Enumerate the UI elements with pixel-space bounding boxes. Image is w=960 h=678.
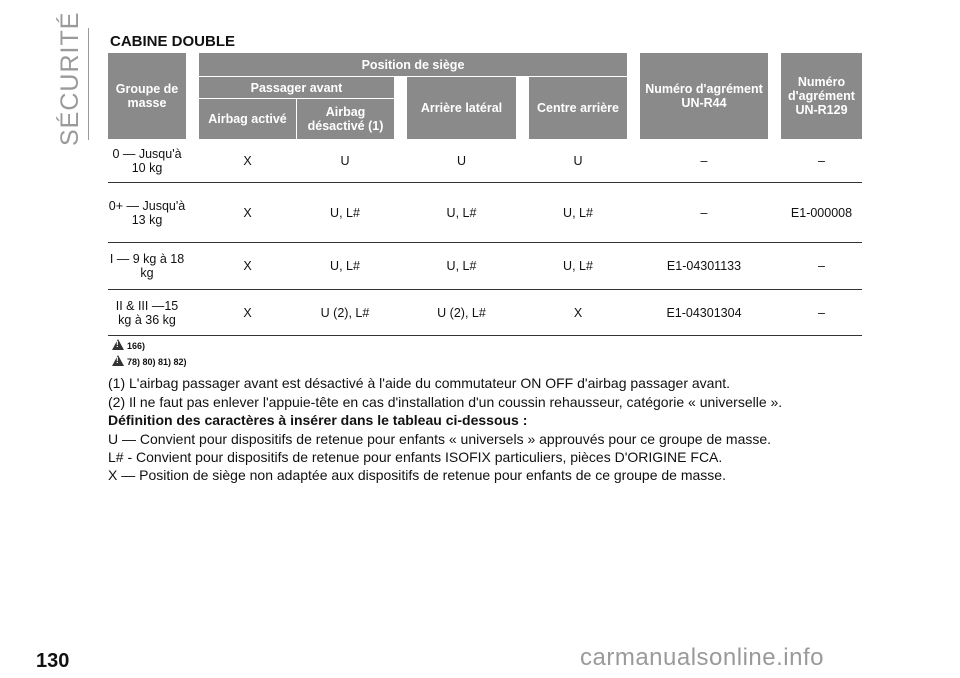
cell-r129: – [781,243,862,290]
note-2: (2) Il ne faut pas enlever l'appuie-tête en cas d'installation d'un coussin rehausseur, catégorie « universelle ». [108,394,783,410]
note-icon [112,355,124,366]
notes-reference [112,355,187,367]
cell-airbag-off: U [296,139,394,183]
warning-ref-text: 166) [127,341,146,351]
definition-u: U — Convient pour dispositifs de retenue pour enfants « universels » approuvés pour ce groupe de masse. [108,431,772,447]
header-approval-r44: Numéro d'agrément UN-R44 [640,53,768,139]
cell-r44: E1-04301133 [640,243,768,290]
cell-airbag-on: X [199,183,296,243]
cell-group: I — 9 kg à 18 kg [108,243,186,290]
side-divider [88,28,89,140]
cell-airbag-off: U (2), L# [296,290,394,336]
cell-airbag-on: X [199,139,296,183]
cell-r129: – [781,290,862,336]
cell-rear-center: X [529,290,627,336]
watermark: carmanualsonline.info [580,644,824,671]
cell-rear-center: U, L# [529,183,627,243]
cell-rear-center: U, L# [529,243,627,290]
definitions-title: Définition des caractères à insérer dans le tableau ci-dessous : [108,412,528,428]
cell-airbag-on: X [199,243,296,290]
cell-r44: – [640,139,768,183]
cell-rear-side: U (2), L# [407,290,516,336]
cell-airbag-off: U, L# [296,183,394,243]
header-airbag-on: Airbag activé [199,99,296,139]
notes-ref-text: 78) 80) 81) 82) [127,357,187,367]
header-group: Groupe de masse [108,53,186,139]
cell-r129: E1-000008 [781,183,862,243]
section-side-label: SÉCURITÉ [56,11,84,146]
cell-r44: – [640,183,768,243]
warning-reference [112,339,145,351]
page-number: 130 [36,650,70,672]
cell-airbag-off: U, L# [296,243,394,290]
section-title: CABINE DOUBLE [110,33,236,50]
cell-rear-side: U [407,139,516,183]
cell-rear-side: U, L# [407,183,516,243]
note-1: (1) L'airbag passager avant est désactivé à l'aide du commutateur ON OFF d'airbag passager avant. [108,375,731,391]
cell-airbag-on: X [199,290,296,336]
header-rear-side: Arrière latéral [407,77,516,139]
definition-x: X — Position de siège non adaptée aux dispositifs de retenue pour enfants de ce groupe de masse. [108,467,726,483]
table-row [108,139,862,183]
cell-r129: – [781,139,862,183]
header-rear-center: Centre arrière [529,77,627,139]
cell-rear-side: U, L# [407,243,516,290]
table-row [108,183,862,243]
cell-group: 0+ — Jusqu'à 13 kg [108,183,186,243]
header-approval-r129: Numéro d'agrément UN-R129 [781,53,862,139]
table-row [108,290,862,336]
table-row [108,243,862,290]
header-airbag-off: Airbag désactivé (1) [296,99,394,139]
definition-l: L# - Convient pour dispositifs de retenue pour enfants ISOFIX particuliers, pièces D'ORIGINE FCA. [108,449,723,465]
cell-rear-center: U [529,139,627,183]
header-passenger-front: Passager avant [199,77,394,99]
cell-r44: E1-04301304 [640,290,768,336]
cell-group: 0 — Jusqu'à 10 kg [108,139,186,183]
cell-group: II & III —15 kg à 36 kg [108,290,186,336]
header-position: Position de siège [199,53,627,77]
child-seat-table [108,53,862,336]
warning-icon [112,339,124,350]
